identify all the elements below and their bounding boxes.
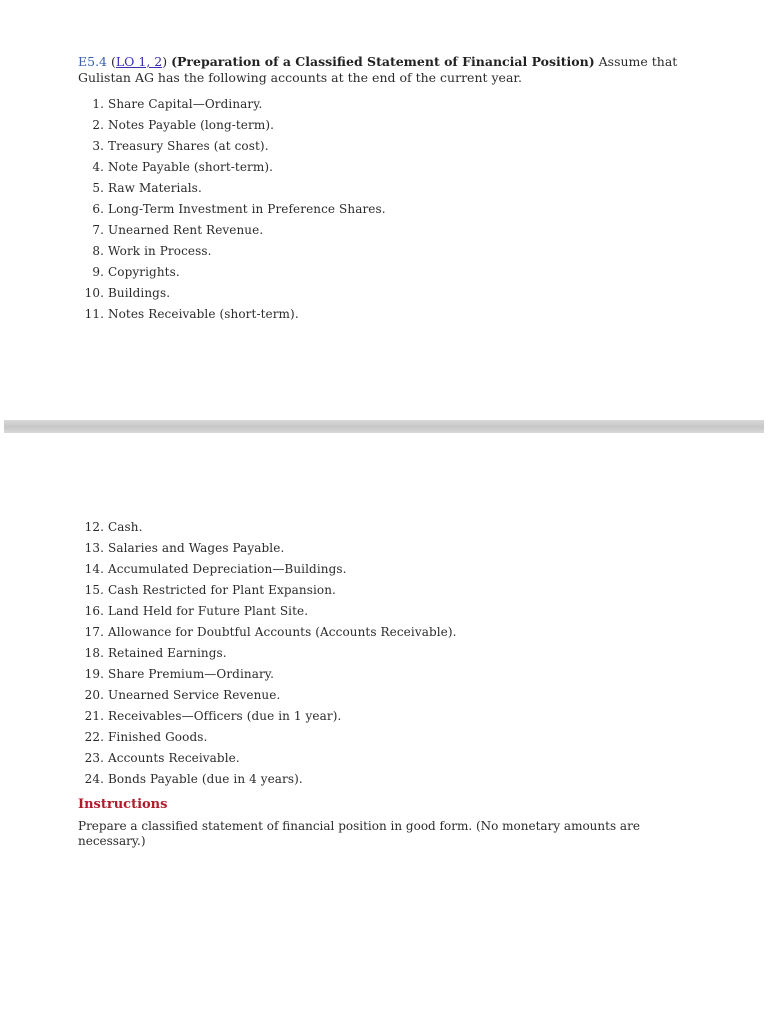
item-text: Finished Goods.: [108, 730, 208, 744]
item-number: 11.: [84, 307, 104, 321]
list-item: [78, 559, 457, 580]
item-number: 17.: [84, 625, 104, 639]
item-number: 14.: [84, 562, 104, 576]
list-item: [78, 199, 386, 220]
item-text: Allowance for Doubtful Accounts (Accounts Receivable).: [108, 625, 457, 639]
item-text: Cash Restricted for Plant Expansion.: [108, 583, 336, 597]
instructions-text: Prepare a classified statement of financial position in good form. (No monetary amounts are necessary.): [78, 819, 640, 848]
item-text: Raw Materials.: [108, 181, 202, 195]
document-page-2: [0, 433, 768, 1024]
list-item: [78, 283, 386, 304]
list-item: [78, 769, 457, 790]
list-item: [78, 241, 386, 262]
item-number: 1.: [92, 97, 104, 111]
item-number: 12.: [84, 520, 104, 534]
item-number: 10.: [84, 286, 104, 300]
instructions-heading: Instructions: [78, 797, 168, 812]
item-number: 18.: [84, 646, 104, 660]
item-text: Unearned Service Revenue.: [108, 688, 281, 702]
item-number: 13.: [84, 541, 104, 555]
item-text: Land Held for Future Plant Site.: [108, 604, 309, 618]
list-item: [78, 115, 386, 136]
item-number: 3.: [92, 139, 104, 153]
page-separator: [4, 420, 764, 433]
item-number: 20.: [84, 688, 104, 702]
item-number: 22.: [84, 730, 104, 744]
item-number: 6.: [92, 202, 104, 216]
account-list-page-1: [78, 94, 386, 325]
list-item: [78, 517, 457, 538]
list-item: [78, 178, 386, 199]
item-number: 4.: [92, 160, 104, 174]
item-text: Work in Process.: [108, 244, 212, 258]
lo-open-paren: (: [107, 54, 116, 69]
item-text: Copyrights.: [108, 265, 180, 279]
item-text: Buildings.: [108, 286, 171, 300]
item-text: Treasury Shares (at cost).: [108, 139, 269, 153]
item-text: Notes Receivable (short-term).: [108, 307, 299, 321]
item-number: 21.: [84, 709, 104, 723]
item-text: Share Premium—Ordinary.: [108, 667, 275, 681]
exercise-number: E5.4: [78, 54, 108, 69]
item-text: Note Payable (short-term).: [108, 160, 274, 174]
list-item: [78, 136, 386, 157]
item-number: 15.: [84, 583, 104, 597]
list-item: [78, 304, 386, 325]
item-number: 2.: [92, 118, 104, 132]
exercise-intro: Assume that Gulistan AG has the following accounts at the end of the current year.: [78, 54, 678, 85]
item-number: 9.: [92, 265, 104, 279]
list-item: [78, 664, 457, 685]
exercise-title: [78, 54, 708, 86]
lo-close-paren: ): [162, 54, 172, 69]
list-item: [78, 748, 457, 769]
item-text: Receivables—Officers (due in 1 year).: [108, 709, 342, 723]
list-item: [78, 157, 386, 178]
item-number: 24.: [84, 772, 104, 786]
item-text: Share Capital—Ordinary.: [108, 97, 263, 111]
item-number: 5.: [92, 181, 104, 195]
item-number: 7.: [92, 223, 104, 237]
item-number: 19.: [84, 667, 104, 681]
list-item: [78, 262, 386, 283]
list-item: [78, 580, 457, 601]
learning-objective-link[interactable]: LO 1, 2: [115, 54, 163, 69]
list-item: [78, 220, 386, 241]
list-item: [78, 94, 386, 115]
item-text: Cash.: [108, 520, 143, 534]
item-text: Salaries and Wages Payable.: [108, 541, 285, 555]
item-number: 16.: [84, 604, 104, 618]
item-text: Notes Payable (long-term).: [108, 118, 275, 132]
exercise-heading: (Preparation of a Classified Statement of Financial Position): [171, 54, 595, 69]
item-number: 8.: [92, 244, 104, 258]
account-list-page-2: [78, 517, 457, 790]
list-item: [78, 643, 457, 664]
list-item: [78, 706, 457, 727]
item-text: Long-Term Investment in Preference Shares.: [108, 202, 386, 216]
list-item: [78, 538, 457, 559]
document-page-1: [0, 0, 768, 420]
item-number: 23.: [84, 751, 104, 765]
item-text: Unearned Rent Revenue.: [108, 223, 264, 237]
item-text: Accounts Receivable.: [108, 751, 240, 765]
item-text: Retained Earnings.: [108, 646, 227, 660]
list-item: [78, 622, 457, 643]
list-item: [78, 727, 457, 748]
list-item: [78, 601, 457, 622]
item-text: Bonds Payable (due in 4 years).: [108, 772, 303, 786]
list-item: [78, 685, 457, 706]
item-text: Accumulated Depreciation—Buildings.: [108, 562, 347, 576]
